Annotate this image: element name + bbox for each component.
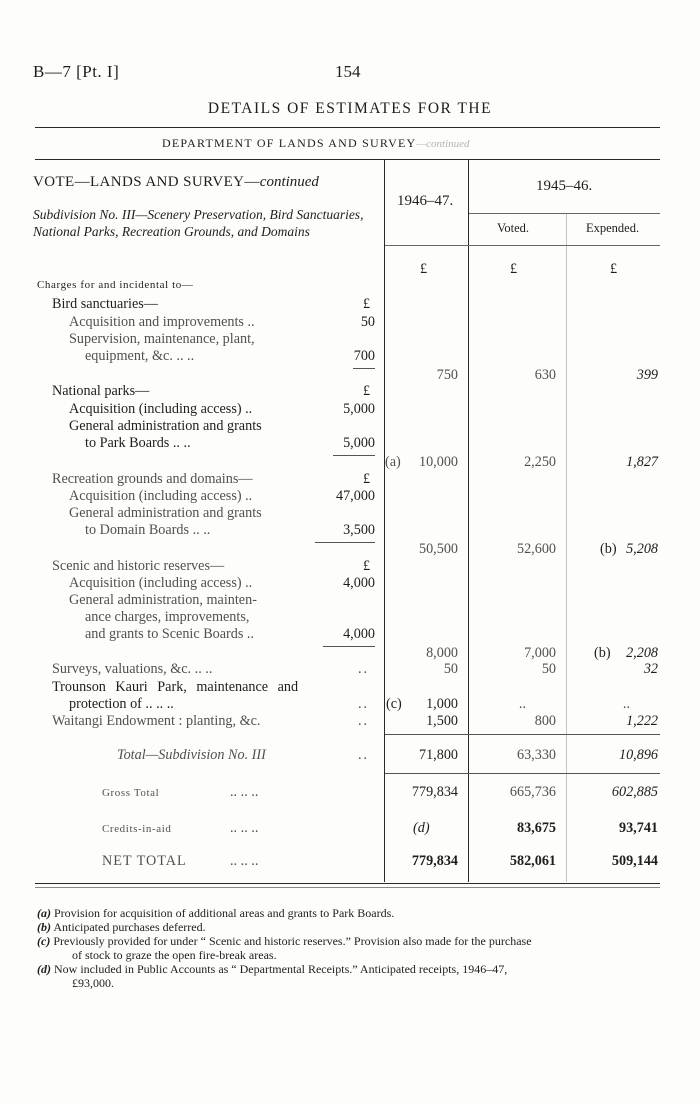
credits-dots: .. .. .. xyxy=(230,820,259,836)
bird-total-current: 750 xyxy=(436,367,458,383)
surveys-label: Surveys, valuations, &c. .. .. xyxy=(52,661,213,677)
surveys-expended: 32 xyxy=(643,661,658,677)
trounson-voted: .. xyxy=(518,696,526,712)
bird-currency: £ xyxy=(363,296,371,312)
parks-line1: Acquisition (including access) .. xyxy=(69,401,253,417)
trounson-expended: .. xyxy=(622,696,630,712)
subtotal-expended: 10,896 xyxy=(618,747,658,763)
scenic-subtotal-rule xyxy=(323,646,375,647)
net-label: NET TOTAL xyxy=(102,853,187,869)
parks-line1-amount: 5,000 xyxy=(343,401,375,417)
currency-voted: £ xyxy=(510,261,518,277)
bird-subtotal-rule xyxy=(353,368,375,369)
gross-current: 779,834 xyxy=(411,784,458,800)
parks-heading: National parks— xyxy=(52,383,150,399)
surveys-current: 50 xyxy=(443,661,458,677)
vote-heading: VOTE—LANDS AND SURVEY—continued xyxy=(33,174,319,190)
trounson-note: (c) xyxy=(386,696,402,712)
recreation-line2-amount: 3,500 xyxy=(343,522,375,538)
report-reference: B—7 [Pt. I] xyxy=(33,62,120,81)
gross-dots: .. .. .. xyxy=(230,784,259,800)
recreation-heading: Recreation grounds and domains— xyxy=(52,471,253,487)
scenic-line2c: and grants to Scenic Boards .. xyxy=(85,626,255,642)
waitangi-dots: .. xyxy=(358,713,370,729)
recreation-line1: Acquisition (including access) .. xyxy=(69,488,253,504)
trounson-dots: .. xyxy=(358,696,370,712)
credits-expended: 93,741 xyxy=(618,820,658,836)
table-bottom-rule xyxy=(35,883,660,884)
parks-line2b: to Park Boards .. .. xyxy=(85,435,191,451)
subtotal-rule xyxy=(385,773,660,774)
table-top-rule xyxy=(35,159,660,160)
recreation-expended: 5,208 xyxy=(626,541,658,557)
scenic-line2b: ance charges, improvements, xyxy=(85,609,250,625)
net-voted: 582,061 xyxy=(509,853,556,869)
table-bottom-rule-2 xyxy=(35,887,660,888)
bird-line2-amount: 700 xyxy=(353,348,375,364)
subtotal-label: Total—Subdivision No. III xyxy=(117,747,266,763)
bird-heading: Bird sanctuaries— xyxy=(52,296,158,312)
scenic-heading: Scenic and historic reserves— xyxy=(52,558,225,574)
scenic-line2-amount: 4,000 xyxy=(343,626,375,642)
scenic-line1-amount: 4,000 xyxy=(343,575,375,591)
surveys-voted: 50 xyxy=(541,661,556,677)
scenic-total-current: 8,000 xyxy=(426,645,458,661)
footnote-d: (d) Now included in Public Accounts as “ Departmental Receipts.” Anticipated receipts, 1946–47, xyxy=(37,962,508,976)
recreation-line2b: to Domain Boards .. .. xyxy=(85,522,211,538)
col-year-current: 1946–47. xyxy=(397,193,454,209)
page-title: DETAILS OF ESTIMATES FOR THE xyxy=(207,100,493,117)
recreation-expended-note: (b) xyxy=(600,541,617,557)
title-rule xyxy=(35,127,660,128)
scenic-line2a: General administration, mainten- xyxy=(69,592,257,608)
parks-line2a: General administration and grants xyxy=(69,418,262,434)
scenic-currency: £ xyxy=(363,558,371,574)
net-dots: .. .. .. xyxy=(230,853,259,869)
gross-voted: 665,736 xyxy=(509,784,556,800)
recreation-total-current: 50,500 xyxy=(418,541,458,557)
parks-subtotal-rule xyxy=(333,455,375,456)
scenic-voted: 7,000 xyxy=(524,645,556,661)
items-total-rule xyxy=(385,734,660,735)
col-year-previous: 1945–46. xyxy=(536,178,593,194)
bird-line2b: equipment, &c. .. .. xyxy=(85,348,195,364)
trounson-line1: Trounson Kauri Park, maintenance and xyxy=(52,679,299,695)
bird-line2a: Supervision, maintenance, plant, xyxy=(69,331,255,347)
credits-label: Credits-in-aid xyxy=(102,823,172,835)
surveys-dots: .. xyxy=(358,661,370,677)
column-divider-voted xyxy=(566,214,567,882)
department-continued: —continued xyxy=(416,138,470,150)
net-current: 779,834 xyxy=(411,853,458,869)
waitangi-label: Waitangi Endowment : planting, &c. xyxy=(52,713,261,729)
charges-heading: Charges for and incidental to— xyxy=(37,279,194,291)
footnote-d-cont: £93,000. xyxy=(72,976,114,990)
parks-line2-amount: 5,000 xyxy=(343,435,375,451)
footnote-a: (a) Provision for acquisition of additional areas and grants to Park Boards. xyxy=(37,906,395,920)
bird-line1-amount: 50 xyxy=(360,314,375,330)
col-expended: Expended. xyxy=(586,221,640,235)
subtotal-current: 71,800 xyxy=(418,747,458,763)
credits-current: (d) xyxy=(413,820,430,836)
footnote-c: (c) Previously provided for under “ Scenic and historic reserves.” Provision also made for the purchase xyxy=(37,934,532,948)
subdivision-title: Subdivision No. III—Scenery Preservation, Bird Sanctuaries, National Parks, Recreation Grounds, and Domains xyxy=(33,207,364,239)
department-title: DEPARTMENT OF LANDS AND SURVEY—continued xyxy=(162,136,470,150)
footnote-b: (b) Anticipated purchases deferred. xyxy=(37,920,206,934)
currency-expended: £ xyxy=(610,261,618,277)
recreation-line1-amount: 47,000 xyxy=(335,488,375,504)
recreation-currency: £ xyxy=(363,471,371,487)
parks-note: (a) xyxy=(385,454,401,470)
bird-line1: Acquisition and improvements .. xyxy=(69,314,255,330)
scenic-line1: Acquisition (including access) .. xyxy=(69,575,253,591)
bird-voted: 630 xyxy=(534,367,556,383)
recreation-voted: 52,600 xyxy=(516,541,556,557)
page-number: 154 xyxy=(335,62,361,81)
parks-expended: 1,827 xyxy=(626,454,658,470)
credits-voted: 83,675 xyxy=(516,820,556,836)
parks-voted: 2,250 xyxy=(524,454,556,470)
recreation-line2a: General administration and grants xyxy=(69,505,262,521)
parks-currency: £ xyxy=(363,383,371,399)
waitangi-expended: 1,222 xyxy=(626,713,658,729)
scenic-expended-note: (b) xyxy=(594,645,611,661)
footnote-c-cont: of stock to graze the open fire-break areas. xyxy=(72,948,277,962)
subtotal-voted: 63,330 xyxy=(516,747,556,763)
bird-expended: 399 xyxy=(636,367,658,383)
trounson-line2: protection of .. .. .. xyxy=(69,696,174,712)
net-expended: 509,144 xyxy=(611,853,658,869)
year-header-rule xyxy=(469,213,660,214)
column-header-rule xyxy=(385,245,660,246)
trounson-current: 1,000 xyxy=(426,696,458,712)
subtotal-dots: .. xyxy=(358,747,370,763)
scenic-expended: 2,208 xyxy=(626,645,658,661)
parks-total-current: 10,000 xyxy=(418,454,458,470)
gross-label: Gross Total xyxy=(102,787,160,799)
waitangi-current: 1,500 xyxy=(426,713,458,729)
col-voted: Voted. xyxy=(497,221,530,235)
gross-expended: 602,885 xyxy=(611,784,658,800)
waitangi-voted: 800 xyxy=(534,713,556,729)
recreation-subtotal-rule xyxy=(315,542,375,543)
currency-current: £ xyxy=(420,261,428,277)
